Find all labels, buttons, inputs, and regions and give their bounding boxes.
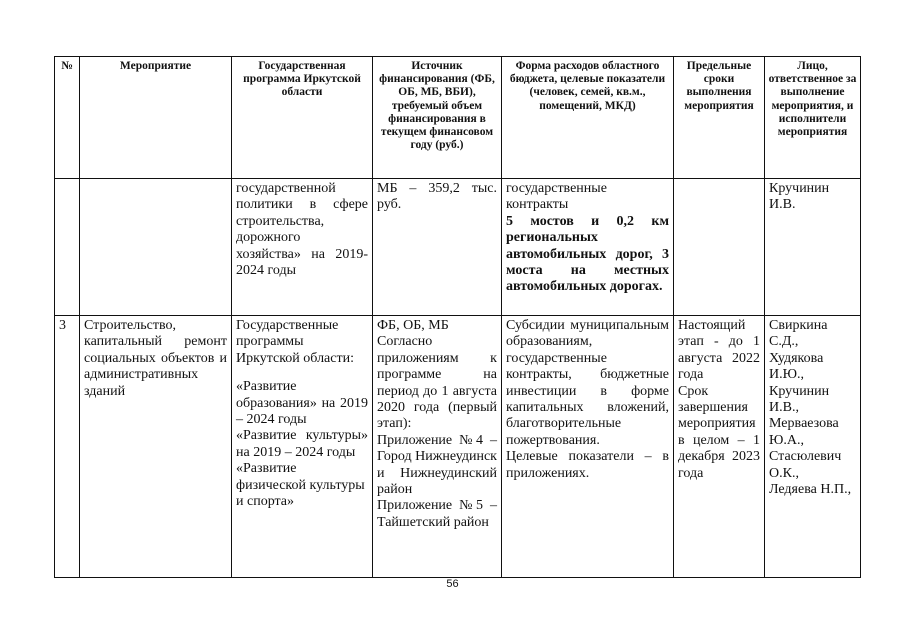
page-number: 56 — [446, 578, 459, 590]
program-culture: «Развитие культуры» на 2019 – 2024 годы — [236, 428, 368, 460]
header-deadline: Предельные сроки выполнения мероприятия — [674, 57, 765, 179]
header-num: № — [55, 57, 80, 179]
form-expenses: Субсидии муниципальным образованиям, государственные контракты, бюджетные инвестиции в форме капитальных вложений, благотворительные пожертвования. — [506, 318, 669, 448]
responsible-person: Свиркина С.Д., — [769, 318, 828, 350]
header-program: Государственная программа Иркутской области — [232, 57, 373, 179]
header-event: Мероприятие — [80, 57, 232, 179]
deadline-total: Срок завершения мероприятия в целом – 1 декабря 2023 года — [678, 383, 760, 481]
cell-deadline — [674, 179, 765, 316]
header-responsible: Лицо, ответственное за выполнение мероприятия, и исполнители мероприятия — [765, 57, 861, 179]
cell-program — [232, 316, 373, 578]
source-note: Согласно приложениям к программе на период до 1 августа 2020 года (первый этап): — [377, 334, 497, 432]
responsible-person: Худякова И.Ю., — [769, 350, 824, 383]
cell-event: Строительство, капитальный ремонт социальных объектов и административных зданий — [80, 316, 232, 578]
responsible-person: Кручинин И.В., — [769, 383, 830, 416]
source-appendix-4: Приложение №4 – Город Нижнеудинск и Нижнеудинский район — [377, 432, 497, 498]
cell-form — [502, 316, 674, 578]
responsible-person: Мервaезова Ю.А., — [769, 416, 839, 448]
cell-responsible: Кручинин И.В. — [765, 179, 861, 316]
cell-program: государственной политики в сфере строительства, дорожного хозяйства» на 2019-2024 годы — [232, 179, 373, 316]
responsible-person: Ледяева Н.П., — [769, 482, 852, 498]
form-targets: Целевые показатели – в приложениях. — [506, 449, 669, 481]
cell-responsible — [765, 316, 861, 578]
cell-source — [373, 316, 502, 578]
cell-source: МБ – 359,2 тыс. руб. — [373, 179, 502, 316]
program-sport: «Развитие физической культуры и спорта» — [236, 461, 365, 510]
cell-num: 3 — [55, 316, 80, 578]
deadline-stage: Настоящий этап - до 1 августа 2022 года — [678, 318, 760, 383]
program-education: «Развитие образования» на 2019 – 2024 годы — [236, 379, 368, 428]
table-row-continued — [55, 179, 861, 316]
source-appendix-5: Приложение №5 – Тайшетский район — [377, 498, 497, 530]
header-row — [55, 57, 861, 179]
header-form: Форма расходов областного бюджета, целевые показатели (человек, семей, кв.м., помещений, МКД) — [502, 57, 674, 179]
source-budgets: ФБ, ОБ, МБ — [377, 318, 449, 333]
table-row-3 — [55, 316, 861, 578]
cell-event — [80, 179, 232, 316]
form-text: государственные контракты — [506, 181, 607, 213]
form-targets: 5 мостов и 0,2 км региональных автомобильных дорог, 3 моста на местных автомобильных дорогах. — [506, 213, 669, 295]
responsible-person: Стасюлевич О.К., — [769, 449, 842, 481]
cell-num — [55, 179, 80, 316]
cell-form — [502, 179, 674, 316]
header-source: Источник финансирования (ФБ, ОБ, МБ, ВБИ), требуемый объем финансирования в текущем финансовом году (руб.) — [373, 57, 502, 179]
cell-deadline — [674, 316, 765, 578]
program-intro: Государственные программы Иркутской области: — [236, 318, 354, 366]
measures-table — [54, 56, 861, 578]
